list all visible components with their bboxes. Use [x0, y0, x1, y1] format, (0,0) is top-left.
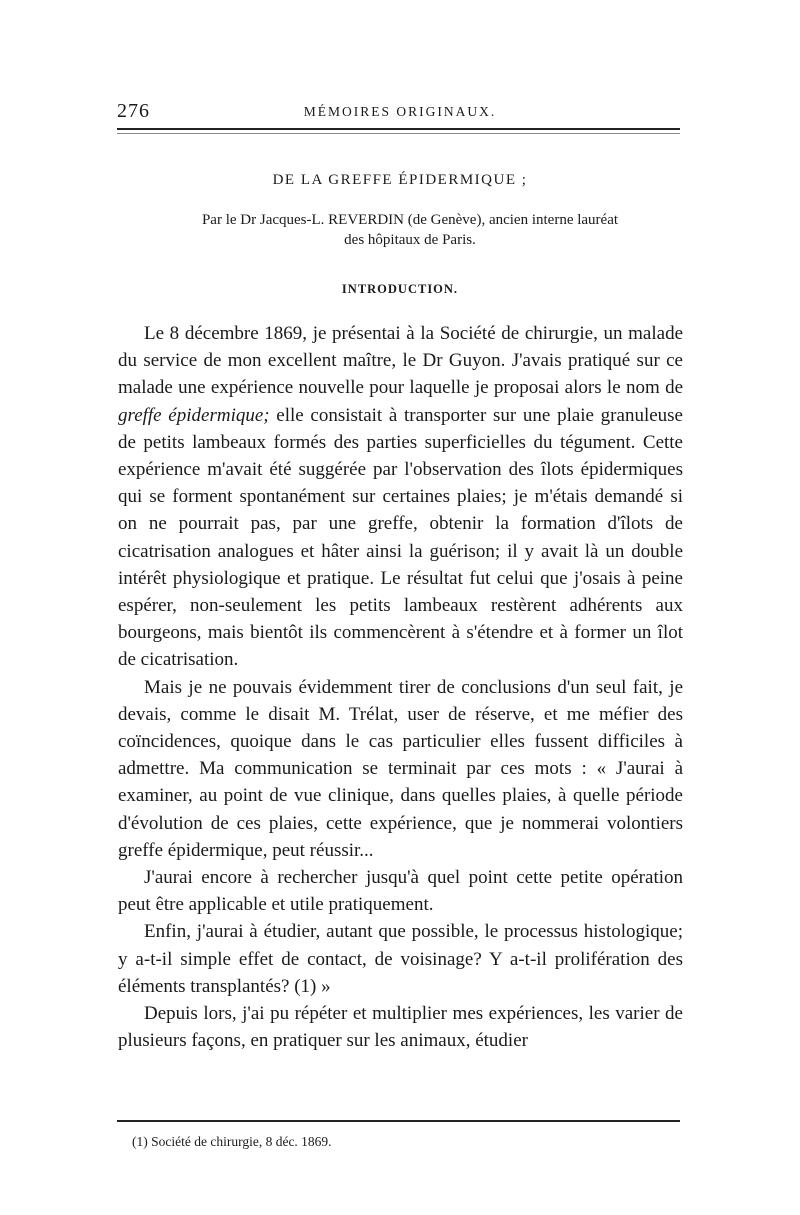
paragraph-1: [118, 320, 683, 674]
paragraph-1-end: elle consistait à transporter sur une plaie granuleuse de petits lambeaux formés des parties superficielles du tégument. Cette expérience m'avait été suggérée par l'observation des îlots épidermiques qui se forment spontanément sur certaines plaies; je m'étais demandé si on ne pourrait pas, par une greffe, obtenir la formation d'îlots de cicatrisation analogues et hâter ainsi la guérison; il y avait là un double intérêt physiologique et pratique. Le résultat fut celui que j'osais à peine espérer, non-seulement les petits lambeaux restèrent adhérents aux bourgeons, mais bientôt ils commencèrent à s'étendre et à former un îlot de cicatrisation.: [118, 404, 683, 671]
byline-line-1: Par le Dr Jacques-L. REVERDIN (de Genève), ancien interne lauréat: [201, 212, 619, 228]
paragraph-1-start: Le 8 décembre 1869, je présentai à la Société de chirurgie, un malade du service de mon excellent maître, le Dr Guyon. J'avais pratiqué sur ce malade une expérience nouvelle pour laquelle je proposai alors le nom de: [118, 323, 683, 399]
paragraph-3: J'aurai encore à rechercher jusqu'à quel point cette petite opération peut être applicable et utile pratiquement.: [118, 867, 683, 916]
running-head: MÉMOIRES ORIGINAUX.: [303, 104, 497, 119]
footnote-rule: [117, 1120, 680, 1122]
page-number: 276: [117, 100, 150, 122]
paragraph-5: Depuis lors, j'ai pu répéter et multiplier mes expériences, les varier de plusieurs façons, en pratiquer sur les animaux, étudier: [118, 1003, 683, 1052]
paragraph-2: Mais je ne pouvais évidemment tirer de conclusions d'un seul fait, je devais, comme le disait M. Trélat, user de réserve, et me méfier des coïncidences, quoique dans le cas particulier elles fussent difficiles à admettre. Ma communication se terminait par ces mots : « J'aurai à examiner, au point de vue clinique, dans quelles plaies, à quelle période d'évolution de ces plaies, cette expérience, que je nommerai volontiers greffe épidermique, peut réussir...: [118, 676, 683, 861]
body-text: [118, 320, 683, 1054]
byline: [150, 210, 670, 250]
byline-line-2: des hôpitaux de Paris.: [344, 232, 476, 248]
article-title: DE LA GREFFE ÉPIDERMIQUE ;: [272, 172, 528, 188]
header-rule-thin: [117, 133, 680, 134]
footnote: (1) Société de chirurgie, 8 déc. 1869.: [132, 1134, 332, 1149]
header-rule: [117, 128, 680, 130]
paragraph-4: Enfin, j'aurai à étudier, autant que possible, le processus histologique; y a-t-il simple effet de contact, de voisinage? Y a-t-il prolifération des éléments transplantés? (1) »: [118, 921, 683, 997]
section-title: INTRODUCTION.: [341, 282, 459, 296]
italic-term: greffe épidermique;: [118, 404, 270, 426]
